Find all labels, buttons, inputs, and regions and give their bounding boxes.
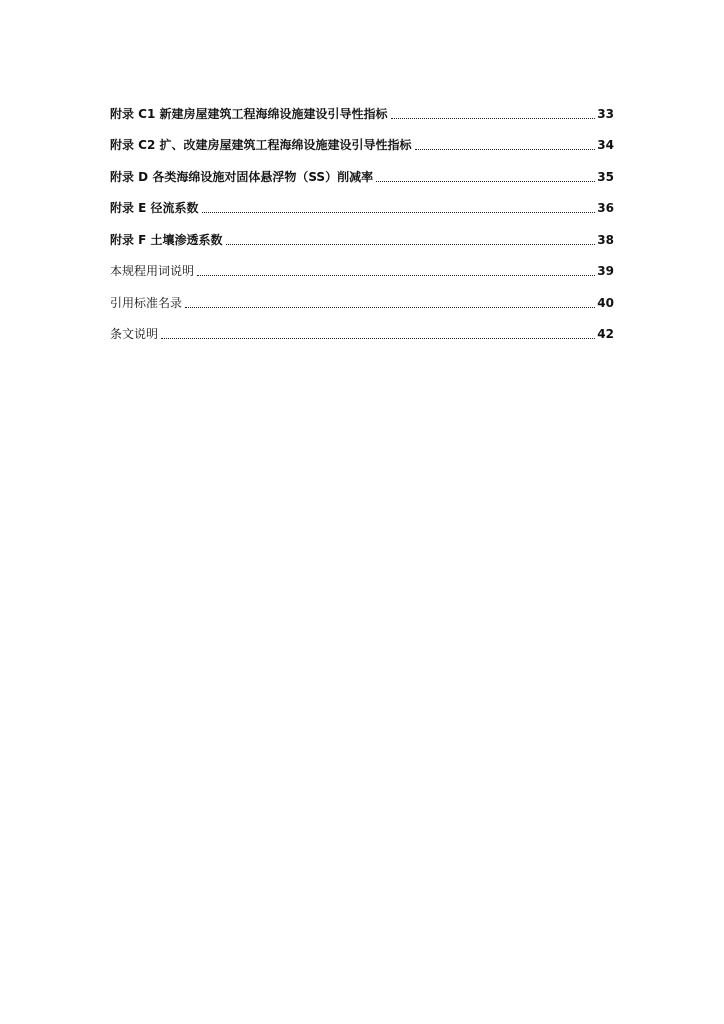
dot-leader	[197, 274, 595, 276]
toc-entry-label: 附录 D 各类海绵设施对固体悬浮物（SS）削减率	[110, 169, 374, 184]
toc-entry-page: 35	[597, 169, 614, 184]
dot-leader	[202, 211, 596, 213]
toc-entry-appendix-d[interactable]	[110, 155, 614, 187]
toc-entry-page: 38	[597, 232, 614, 247]
toc-entry-label: 引用标准名录	[110, 295, 183, 310]
dot-leader	[185, 306, 595, 308]
dot-leader	[376, 180, 595, 182]
toc-entry-appendix-e[interactable]	[110, 187, 614, 219]
dot-leader	[226, 243, 596, 245]
toc-entry-page: 42	[597, 327, 614, 341]
toc-entry-page: 34	[597, 138, 614, 152]
dot-leader	[415, 148, 596, 150]
toc-entry-referenced-standards[interactable]	[110, 281, 614, 313]
toc-entry-label: 条文说明	[110, 327, 159, 341]
toc-entry-page: 39	[597, 264, 614, 278]
toc-entry-appendix-f[interactable]	[110, 218, 614, 250]
toc-entry-appendix-c2[interactable]	[110, 124, 614, 156]
toc-entry-label: 附录 F 土壤渗透系数	[110, 232, 223, 247]
toc-entry-page: 33	[597, 106, 614, 121]
toc-entry-page: 36	[597, 201, 614, 215]
dot-leader	[391, 117, 596, 119]
toc-entry-appendix-c1[interactable]	[110, 92, 614, 124]
toc-entry-explanation[interactable]	[110, 313, 614, 345]
toc-entry-label: 本规程用词说明	[110, 264, 195, 278]
toc-entry-label: 附录 C1 新建房屋建筑工程海绵设施建设引导性指标	[110, 106, 388, 121]
toc-entry-page: 40	[597, 295, 614, 310]
table-of-contents	[110, 92, 614, 344]
toc-entry-label: 附录 C2 扩、改建房屋建筑工程海绵设施建设引导性指标	[110, 138, 412, 152]
dot-leader	[161, 337, 595, 339]
toc-entry-terminology[interactable]	[110, 250, 614, 282]
toc-entry-label: 附录 E 径流系数	[110, 201, 199, 215]
